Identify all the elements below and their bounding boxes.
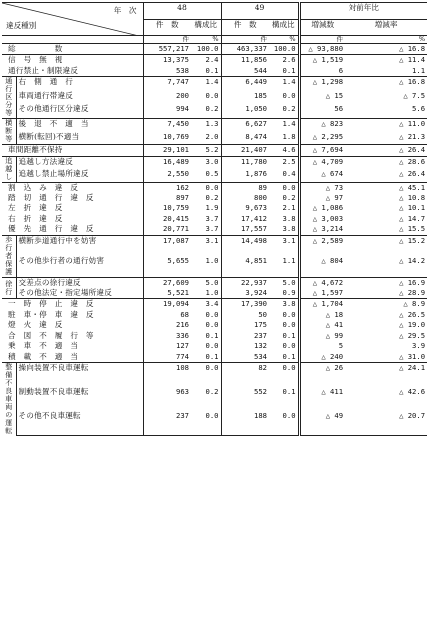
- diff-rate: △ 19.0: [399, 320, 426, 330]
- ratio-a: 0.1: [191, 352, 221, 363]
- count-a: 336: [176, 330, 189, 340]
- diff-rate: 1.1: [412, 65, 426, 75]
- diff-rate: 5.6: [412, 104, 426, 114]
- count-a: 963: [176, 387, 189, 397]
- row-label: 駐 車・停 車 違 反: [2, 310, 143, 320]
- ratio-a: 0.1: [191, 331, 221, 341]
- row-label: 制動装置不良車運転: [16, 387, 143, 411]
- table-row: [2, 91, 427, 105]
- ratio-a: 3.7: [191, 224, 221, 235]
- ratio-a: 3.1: [191, 235, 221, 256]
- table-row: [2, 331, 427, 341]
- ratio-b: 3.8: [269, 214, 299, 224]
- table-row: [2, 214, 427, 224]
- row-label: 燈 火 違 反: [2, 320, 143, 330]
- diff: △ 1,086: [299, 203, 345, 213]
- count-a: 897: [176, 193, 189, 203]
- table-row: [2, 203, 427, 213]
- diff-rate: △ 16.9: [345, 277, 427, 288]
- ratio-b: 0.9: [269, 288, 299, 299]
- diff: △ 1,704: [299, 299, 345, 310]
- count-b: 17,412: [241, 213, 268, 223]
- diff-rate: △ 26.4: [345, 145, 427, 156]
- row-label: 左 折 違 反: [2, 203, 143, 213]
- row-label: 右 側 通 行: [16, 77, 143, 91]
- diff: △ 1,597: [299, 288, 345, 299]
- count-a: 237: [143, 411, 191, 436]
- row-label: 信 号 無 視: [2, 55, 143, 66]
- diff-rate: △ 10.8: [399, 193, 426, 203]
- diff-rate: △ 20.7: [345, 411, 427, 436]
- count-a: 29,101: [143, 145, 191, 156]
- count-a: 7,747: [143, 77, 191, 91]
- diff: 5: [299, 341, 345, 351]
- table-row: [2, 169, 427, 182]
- count-a: 2,550: [167, 169, 189, 179]
- row-label: 横断(転回)不適当: [16, 132, 143, 145]
- diff-rate: △ 15.2: [345, 235, 427, 256]
- count-b: 6,449: [221, 77, 269, 91]
- table-row: [2, 352, 427, 363]
- count-b: 132: [254, 341, 268, 351]
- count-a: 13,375: [143, 55, 191, 66]
- diff: △ 18: [299, 310, 345, 320]
- diff: △ 73: [299, 182, 345, 193]
- diff-rate: △ 11.0: [345, 119, 427, 132]
- count-a: 19,094: [143, 299, 191, 310]
- table-row: [2, 104, 427, 118]
- count-a: 774: [176, 351, 189, 361]
- count-b: 544: [254, 65, 268, 75]
- ratio-a: 0.0: [191, 182, 221, 193]
- diff: △ 15: [299, 91, 345, 105]
- count-a: 27,609: [143, 277, 191, 288]
- years-label: 年 次: [113, 6, 137, 15]
- ratio-a: 0.0: [191, 320, 221, 330]
- ratio-b: 4.6: [269, 145, 299, 156]
- ratio-b: 0.0: [269, 411, 299, 436]
- ratio-b: 1.4: [269, 119, 299, 132]
- diff: 6: [299, 66, 345, 77]
- diff-rate: △ 11.4: [345, 55, 427, 66]
- count-b: 1,876: [245, 169, 268, 179]
- diff: △ 26: [299, 362, 345, 387]
- ratio-a: 2.4: [191, 55, 221, 66]
- diff-rate: △ 8.9: [345, 299, 427, 310]
- year-b-label: 49: [221, 3, 299, 20]
- row-label: 操向装置不良車運転: [16, 362, 143, 387]
- ratio-b: 2.5: [269, 156, 299, 169]
- diff: △ 2,295: [299, 132, 345, 145]
- diff: △ 3,003: [299, 214, 345, 224]
- count-b: 185: [254, 90, 268, 100]
- diff-rate: △ 21.3: [399, 131, 426, 141]
- ratio-a: 0.2: [191, 193, 221, 203]
- row-label: その他不良車運転: [16, 411, 143, 436]
- table-row: [2, 256, 427, 277]
- row-label: 踏 切 通 行 違 反: [2, 193, 143, 203]
- unit-label: %: [418, 35, 426, 43]
- group-label: [2, 277, 16, 299]
- unit-label: 件: [299, 36, 345, 44]
- diff: △ 411: [299, 387, 345, 411]
- row-label: 後 退 不 適 当: [16, 119, 143, 132]
- table-row: [2, 145, 427, 156]
- diff-rate: △ 24.1: [345, 362, 427, 387]
- ratio-a: 0.0: [191, 341, 221, 351]
- ratio-b: 1.4: [269, 77, 299, 91]
- ratio-b: 0.0: [269, 341, 299, 351]
- row-label: 追越し禁止場所違反: [16, 169, 143, 182]
- unit-label: %: [269, 36, 299, 44]
- diff: △ 7,694: [299, 145, 345, 156]
- row-label: 車両通行帯違反: [16, 91, 143, 105]
- group-label: [2, 119, 16, 145]
- count-a: 16,489: [143, 156, 191, 169]
- diff-rate: △ 16.8: [345, 44, 427, 55]
- count-a: 17,087: [143, 235, 191, 256]
- diff-rate: △ 31.0: [399, 351, 426, 361]
- ratio-a: 0.0: [191, 362, 221, 387]
- count-a: 162: [143, 182, 191, 193]
- violation-statistics-table: [2, 2, 427, 436]
- col-ratio-a: 構成比: [191, 19, 221, 36]
- count-a: 10,759: [163, 203, 189, 213]
- ratio-b: 100.0: [269, 44, 299, 55]
- diff-rate: △ 14.7: [399, 213, 426, 223]
- group-label-text: 整備不良車両の運転: [5, 362, 13, 435]
- ratio-b: 0.0: [269, 320, 299, 330]
- header-row-years: [2, 3, 427, 20]
- row-label: 乗 車 不 適 当: [2, 341, 143, 351]
- count-b: 21,407: [221, 145, 269, 156]
- diff-rate: △ 29.5: [399, 330, 426, 340]
- table-row: [2, 310, 427, 320]
- diff-rate: △ 16.8: [345, 77, 427, 91]
- table-row: [2, 299, 427, 310]
- count-b: 11,780: [221, 156, 269, 169]
- count-a: 127: [176, 341, 189, 351]
- row-label: 割 込 み 違 反: [2, 182, 143, 193]
- ratio-b: 1.8: [269, 132, 299, 145]
- ratio-a: 1.9: [191, 203, 221, 213]
- table-row: [2, 66, 427, 77]
- count-b: 1,050: [245, 104, 268, 114]
- count-b: 50: [258, 309, 268, 319]
- ratio-b: 0.0: [269, 310, 299, 320]
- col-diff-rate: 増減率: [345, 19, 427, 36]
- count-a: 557,217: [143, 44, 191, 55]
- diff: △ 4,709: [299, 156, 345, 169]
- ratio-b: 5.0: [269, 277, 299, 288]
- diff: △ 97: [299, 193, 345, 203]
- diff-rate: △ 7.5: [403, 90, 426, 100]
- group-label: [2, 77, 16, 119]
- diff: △ 49: [299, 411, 345, 436]
- count-a: 108: [143, 362, 191, 387]
- ratio-a: 0.1: [191, 66, 221, 77]
- ratio-b: 0.1: [269, 387, 299, 411]
- table-row: [2, 55, 427, 66]
- ratio-b: 0.2: [269, 104, 299, 118]
- group-label: [2, 362, 16, 436]
- ratio-b: 0.0: [269, 91, 299, 105]
- ratio-a: 1.0: [191, 288, 221, 299]
- count-b: 17,557: [241, 224, 268, 234]
- count-b: 9,673: [245, 203, 268, 213]
- row-label: 車間距離不保持: [2, 145, 143, 156]
- diff: △ 3,214: [299, 224, 345, 235]
- count-a: 5,655: [167, 256, 189, 266]
- count-a: 7,450: [143, 119, 191, 132]
- ratio-b: 0.1: [269, 331, 299, 341]
- row-label: 交差点の徐行違反: [16, 277, 143, 288]
- group-label-text: 歩行者保護: [5, 235, 13, 276]
- diff-rate: △ 28.9: [399, 288, 426, 298]
- diff-rate: △ 42.6: [399, 387, 426, 397]
- count-b: 8,474: [245, 131, 268, 141]
- diff: △ 41: [299, 320, 345, 330]
- ratio-a: 100.0: [191, 44, 221, 55]
- row-label: 追越し方法違反: [16, 156, 143, 169]
- ratio-a: 0.0: [191, 310, 221, 320]
- row-label: 優 先 通 行 違 反: [2, 224, 143, 235]
- ratio-b: 0.4: [269, 169, 299, 182]
- count-b: 6,627: [221, 119, 269, 132]
- ratio-b: 1.1: [269, 256, 299, 277]
- diff-rate: △ 10.1: [399, 203, 426, 213]
- col-count-a: 件 数: [143, 19, 191, 36]
- row-label: その他法定・指定場所違反: [16, 288, 143, 299]
- group-label-text: 横断等: [5, 119, 13, 144]
- count-b: 11,856: [221, 55, 269, 66]
- count-a: 68: [180, 309, 189, 319]
- ratio-a: 1.3: [191, 119, 221, 132]
- group-label-text: 追越し: [5, 156, 13, 181]
- count-a: 20,415: [163, 213, 189, 223]
- ratio-a: 3.0: [191, 156, 221, 169]
- ratio-a: 0.2: [191, 387, 221, 411]
- diff-rate: △ 14.2: [399, 256, 426, 266]
- diff: △ 1,298: [299, 77, 345, 91]
- ratio-b: 3.1: [269, 235, 299, 256]
- count-b: 463,337: [221, 44, 269, 55]
- col-ratio-b: 構成比: [269, 19, 299, 36]
- col-diff: 増減数: [299, 19, 345, 36]
- ratio-b: 0.0: [269, 182, 299, 193]
- diff-rate: △ 26.4: [399, 169, 426, 179]
- table-row: [2, 156, 427, 169]
- table-row: [2, 119, 427, 132]
- row-label: 積 載 不 適 当: [2, 352, 143, 363]
- diff-rate: △ 45.1: [345, 182, 427, 193]
- row-label: その他通行区分違反: [16, 104, 143, 118]
- year-a-label: 48: [143, 3, 221, 20]
- count-b: 4,851: [245, 256, 268, 266]
- unit-row: [2, 36, 427, 44]
- group-label-text: 徐行: [5, 279, 13, 296]
- ratio-a: 0.0: [191, 411, 221, 436]
- count-b: 17,390: [221, 299, 269, 310]
- ratio-a: 1.4: [191, 77, 221, 91]
- count-b: 534: [254, 351, 268, 361]
- ratio-a: 2.0: [191, 132, 221, 145]
- row-label: 通行禁止・制限違反: [2, 66, 143, 77]
- count-b: 188: [221, 411, 269, 436]
- diff-rate: △ 15.5: [399, 224, 426, 234]
- ratio-a: 3.7: [191, 214, 221, 224]
- table-row: [2, 341, 427, 351]
- table-row: [2, 132, 427, 145]
- diff: △ 99: [299, 331, 345, 341]
- table-row: [2, 182, 427, 193]
- group-label-text: 通行区分等: [5, 77, 13, 118]
- ratio-b: 0.2: [269, 193, 299, 203]
- category-label: 違反種別: [6, 21, 37, 30]
- table-row: [2, 362, 427, 387]
- unit-label: 件: [182, 35, 189, 43]
- count-b: 22,937: [221, 277, 269, 288]
- diff: 56: [299, 104, 345, 118]
- diff: △ 240: [299, 352, 345, 363]
- table-row: [2, 277, 427, 288]
- diff: △ 804: [299, 256, 345, 277]
- ratio-a: 5.2: [191, 145, 221, 156]
- count-b: 82: [221, 362, 269, 387]
- count-b: 14,498: [221, 235, 269, 256]
- table-row: [2, 320, 427, 330]
- table-row: [2, 387, 427, 411]
- count-b: 3,924: [245, 288, 268, 298]
- diff-rate: 3.9: [412, 341, 426, 351]
- unit-label: 件: [260, 35, 268, 43]
- group-label: [2, 156, 16, 182]
- count-a: 994: [176, 104, 189, 114]
- table-row: [2, 193, 427, 203]
- row-label: 横断歩道通行中を妨害: [16, 235, 143, 256]
- diff-rate: △ 28.6: [345, 156, 427, 169]
- diff-rate: △ 26.5: [399, 309, 426, 319]
- unit-label: %: [191, 36, 221, 44]
- ratio-b: 2.1: [269, 203, 299, 213]
- ratio-b: 2.6: [269, 55, 299, 66]
- col-count-b: 件 数: [221, 19, 269, 36]
- table-row: [2, 44, 427, 55]
- table-row: [2, 411, 427, 436]
- ratio-a: 5.0: [191, 277, 221, 288]
- ratio-b: 0.1: [269, 352, 299, 363]
- table-row: [2, 224, 427, 235]
- compare-label: 対前年比: [299, 3, 427, 20]
- ratio-a: 1.0: [191, 256, 221, 277]
- ratio-a: 0.5: [191, 169, 221, 182]
- ratio-b: 0.1: [269, 66, 299, 77]
- ratio-a: 0.0: [191, 91, 221, 105]
- table-row: [2, 288, 427, 299]
- count-a: 538: [176, 65, 189, 75]
- count-b: 89: [221, 182, 269, 193]
- count-a: 216: [176, 320, 189, 330]
- table-row: [2, 77, 427, 91]
- ratio-b: 3.8: [269, 224, 299, 235]
- row-label: 一 時 停 止 違 反: [2, 299, 143, 310]
- row-label: 合 図 不 履 行 等: [2, 331, 143, 341]
- ratio-b: 0.0: [269, 362, 299, 387]
- unit-blank: [2, 36, 143, 44]
- diff: △ 2,589: [299, 235, 345, 256]
- count-b: 800: [254, 193, 268, 203]
- diff: △ 823: [299, 119, 345, 132]
- count-a: 200: [176, 90, 189, 100]
- count-a: 5,521: [167, 288, 189, 298]
- row-label: 右 折 違 反: [2, 214, 143, 224]
- count-b: 552: [254, 387, 268, 397]
- diff: △ 93,880: [299, 44, 345, 55]
- diff: △ 4,672: [299, 277, 345, 288]
- table-row: [2, 235, 427, 256]
- count-a: 20,771: [163, 224, 189, 234]
- group-label: [2, 235, 16, 277]
- diff: △ 674: [299, 169, 345, 182]
- ratio-b: 3.8: [269, 299, 299, 310]
- row-label: 総 数: [2, 44, 143, 55]
- ratio-a: 0.2: [191, 104, 221, 118]
- ratio-a: 3.4: [191, 299, 221, 310]
- count-a: 10,769: [163, 131, 189, 141]
- count-b: 237: [254, 330, 268, 340]
- diff: △ 1,519: [299, 55, 345, 66]
- row-label: その他歩行者の通行妨害: [16, 256, 143, 277]
- count-b: 175: [254, 320, 268, 330]
